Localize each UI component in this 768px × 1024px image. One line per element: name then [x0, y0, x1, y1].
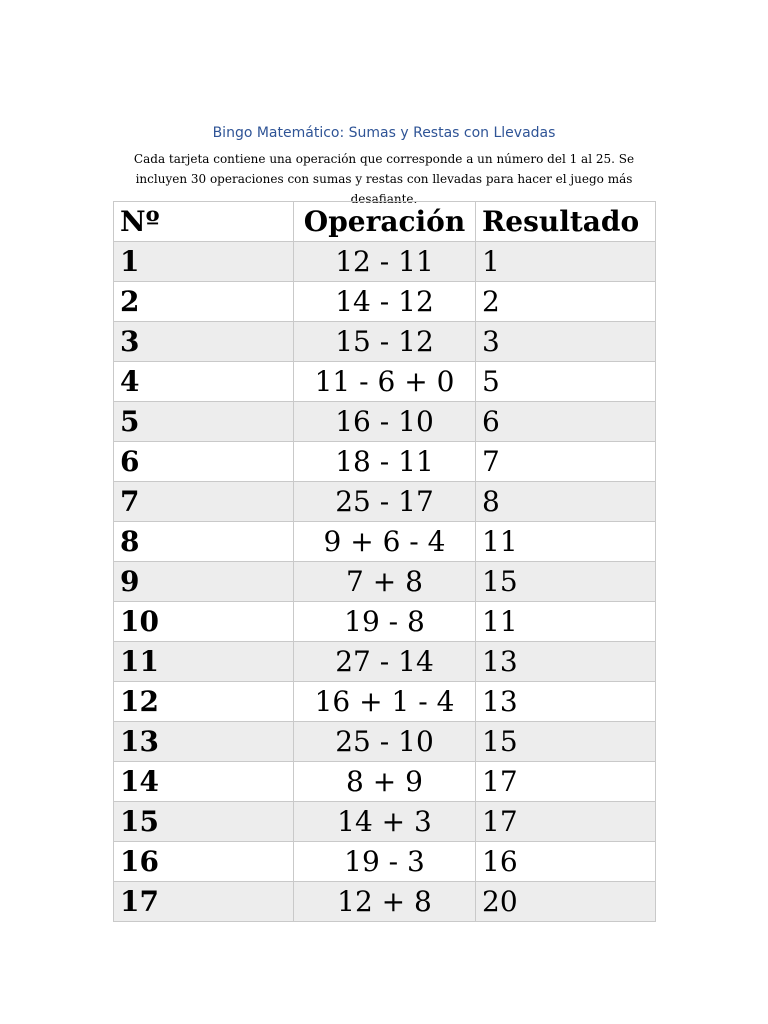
table-row [114, 562, 656, 602]
row-number-cell: 12 [114, 682, 294, 722]
row-result-cell: 17 [476, 762, 656, 802]
row-result-cell: 20 [476, 882, 656, 922]
table-row [114, 322, 656, 362]
row-operation-cell: 9 + 6 - 4 [294, 522, 476, 562]
row-result-cell: 13 [476, 682, 656, 722]
row-number-cell: 6 [114, 442, 294, 482]
row-number-cell: 5 [114, 402, 294, 442]
row-operation-cell: 16 + 1 - 4 [294, 682, 476, 722]
table-row [114, 842, 656, 882]
row-number-cell: 16 [114, 842, 294, 882]
header-number: Nº [114, 202, 294, 242]
row-number-cell: 10 [114, 602, 294, 642]
row-result-cell: 11 [476, 522, 656, 562]
table-row [114, 402, 656, 442]
row-number-cell: 7 [114, 482, 294, 522]
table-row [114, 522, 656, 562]
row-operation-cell: 8 + 9 [294, 762, 476, 802]
table-row [114, 682, 656, 722]
row-result-cell: 6 [476, 402, 656, 442]
row-result-cell: 5 [476, 362, 656, 402]
row-operation-cell: 19 - 8 [294, 602, 476, 642]
operations-table [113, 201, 656, 922]
row-operation-cell: 15 - 12 [294, 322, 476, 362]
row-result-cell: 7 [476, 442, 656, 482]
row-number-cell: 2 [114, 282, 294, 322]
table-row [114, 642, 656, 682]
row-operation-cell: 14 - 12 [294, 282, 476, 322]
row-number-cell: 14 [114, 762, 294, 802]
row-number-cell: 13 [114, 722, 294, 762]
row-number-cell: 8 [114, 522, 294, 562]
row-number-cell: 4 [114, 362, 294, 402]
row-operation-cell: 14 + 3 [294, 802, 476, 842]
row-result-cell: 3 [476, 322, 656, 362]
row-result-cell: 1 [476, 242, 656, 282]
document-title: Bingo Matemático: Sumas y Restas con Llevadas [212, 125, 556, 141]
row-operation-cell: 25 - 17 [294, 482, 476, 522]
row-operation-cell: 18 - 11 [294, 442, 476, 482]
table-row [114, 242, 656, 282]
row-result-cell: 17 [476, 802, 656, 842]
table-row [114, 722, 656, 762]
table-row [114, 282, 656, 322]
row-result-cell: 11 [476, 602, 656, 642]
row-number-cell: 15 [114, 802, 294, 842]
row-number-cell: 11 [114, 642, 294, 682]
table-row [114, 882, 656, 922]
header-result: Resultado [476, 202, 656, 242]
row-operation-cell: 12 + 8 [294, 882, 476, 922]
table-row [114, 362, 656, 402]
table-row [114, 602, 656, 642]
table-row [114, 442, 656, 482]
table-row [114, 762, 656, 802]
row-result-cell: 15 [476, 722, 656, 762]
row-result-cell: 2 [476, 282, 656, 322]
table-header-row [114, 202, 656, 242]
row-operation-cell: 19 - 3 [294, 842, 476, 882]
row-number-cell: 17 [114, 882, 294, 922]
row-operation-cell: 7 + 8 [294, 562, 476, 602]
row-number-cell: 9 [114, 562, 294, 602]
row-number-cell: 3 [114, 322, 294, 362]
row-result-cell: 8 [476, 482, 656, 522]
row-operation-cell: 27 - 14 [294, 642, 476, 682]
row-operation-cell: 12 - 11 [294, 242, 476, 282]
table-row [114, 482, 656, 522]
row-result-cell: 16 [476, 842, 656, 882]
row-operation-cell: 11 - 6 + 0 [294, 362, 476, 402]
row-result-cell: 13 [476, 642, 656, 682]
row-operation-cell: 16 - 10 [294, 402, 476, 442]
row-number-cell: 1 [114, 242, 294, 282]
header-operation: Operación [294, 202, 476, 242]
intro-paragraph: Cada tarjeta contiene una operación que corresponde a un número del 1 al 25. Se incluyen 30 operaciones con sumas y restas con llevadas para hacer el juego más desafiante. [133, 152, 635, 206]
row-operation-cell: 25 - 10 [294, 722, 476, 762]
table-row [114, 802, 656, 842]
row-result-cell: 15 [476, 562, 656, 602]
